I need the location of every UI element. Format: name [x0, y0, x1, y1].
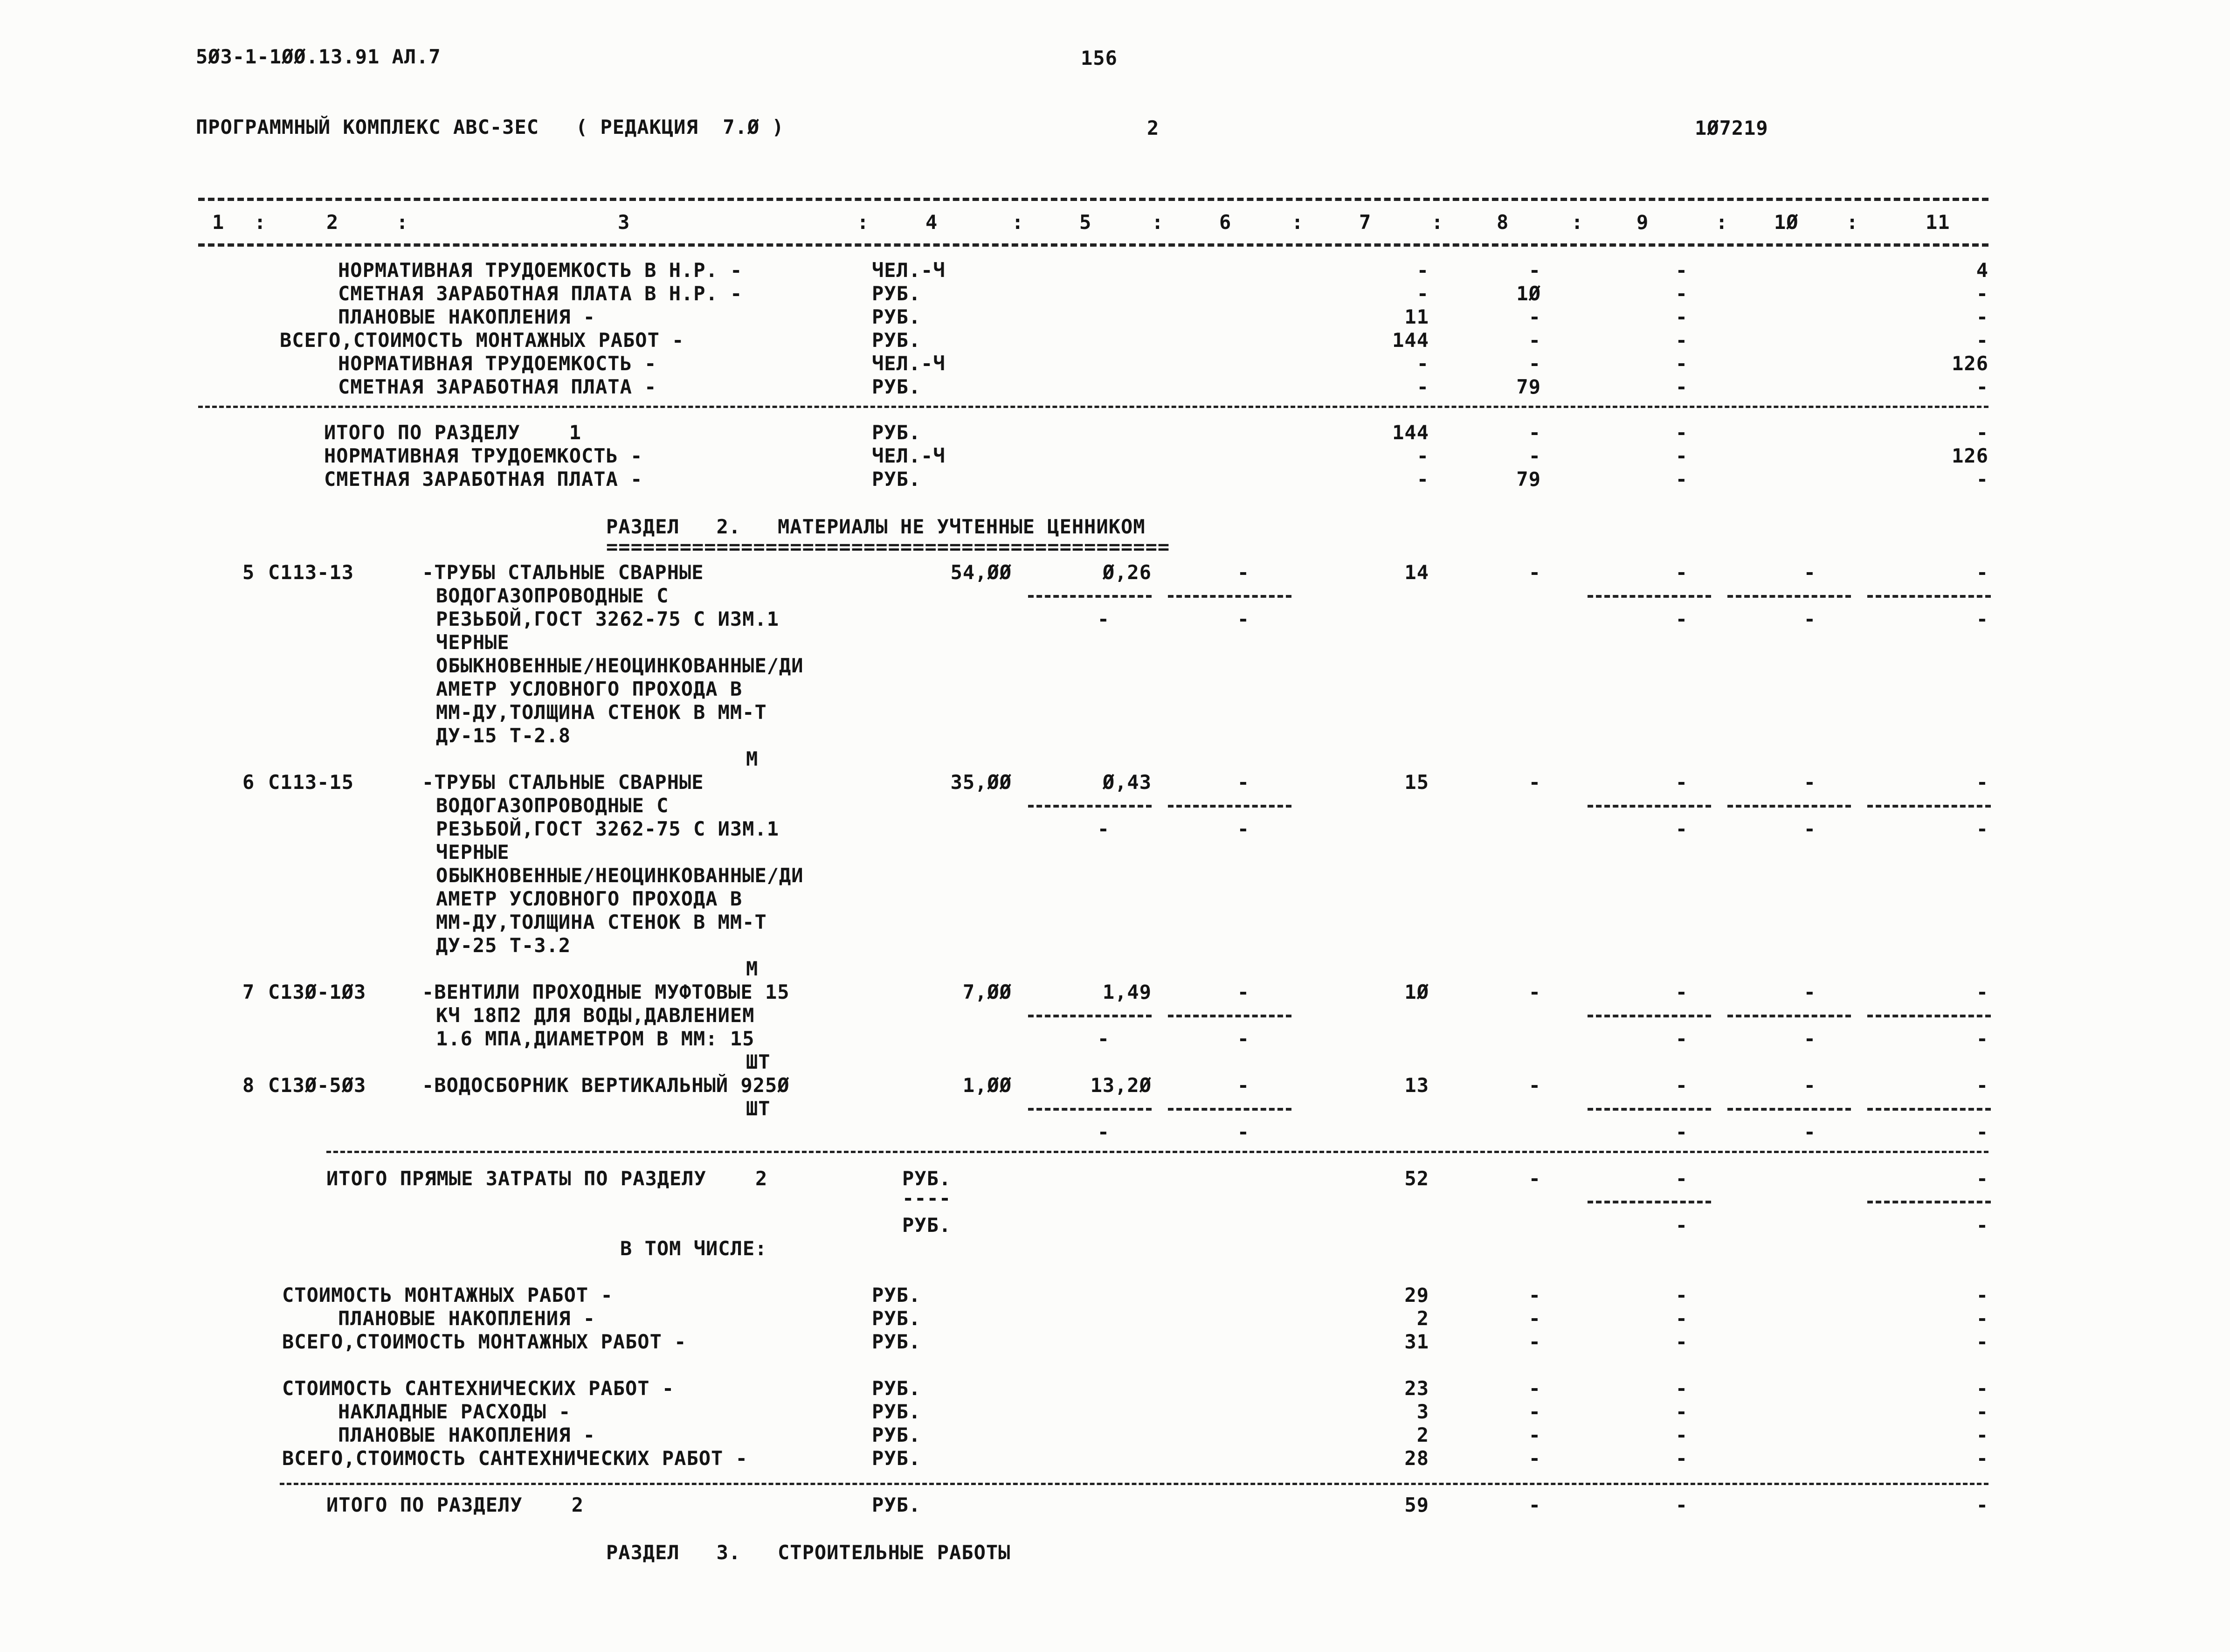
sub-value: - — [1976, 1120, 1988, 1143]
sub-value: - — [1803, 1027, 1816, 1050]
labor-value: - — [1976, 1377, 1988, 1400]
cell-underline — [1727, 805, 1851, 808]
price-code: С113-15 — [268, 771, 354, 794]
row-label: НОРМАТИВНАЯ ТРУДОЕМКОСТЬ - — [338, 352, 657, 375]
col6-value: - — [1237, 1074, 1250, 1097]
wage-value: - — [1528, 1400, 1541, 1423]
item-description-line: -ТРУБЫ СТАЛЬНЫЕ СВАРНЫЕ — [422, 771, 704, 794]
wage-value: - — [1528, 259, 1541, 282]
column-separator: : — [1152, 211, 1164, 234]
cost-total-value: 2 — [1416, 1307, 1429, 1330]
row-label: ВСЕГО,СТОИМОСТЬ МОНТАЖНЫХ РАБОТ - — [282, 1330, 687, 1353]
cell-underline — [1168, 805, 1291, 808]
item-unit-price: 13,2Ø — [1090, 1074, 1152, 1097]
sub-value: - — [1097, 817, 1110, 840]
cell-underline — [1867, 1108, 1991, 1111]
item-cost: 15 — [1404, 771, 1429, 794]
wage-value: - — [1528, 1167, 1541, 1190]
cell-underline — [1588, 1108, 1711, 1111]
wage-value: - — [1528, 1424, 1541, 1446]
unit-label: РУБ. — [872, 1400, 921, 1423]
col10-value: - — [1803, 561, 1816, 584]
sub-value: - — [1097, 1120, 1110, 1143]
cell-underline — [1028, 805, 1152, 808]
col9-value: - — [1675, 1424, 1688, 1446]
item-quantity: 7,ØØ — [962, 981, 1012, 1003]
column-number: 1 — [212, 211, 225, 234]
cost-total-value: - — [1416, 444, 1429, 467]
labor-value: - — [1976, 1330, 1988, 1353]
section-rule — [326, 1151, 1988, 1153]
section-title: РАЗДЕЛ 2. МАТЕРИАЛЫ НЕ УЧТЕННЫЕ ЦЕННИКОМ — [606, 515, 1146, 538]
col9-value: - — [1675, 1493, 1688, 1516]
column-separator: : — [254, 211, 267, 234]
unit-label: РУБ. — [902, 1167, 952, 1190]
labor-value: 126 — [1952, 352, 1988, 375]
cell-underline — [1867, 805, 1991, 808]
labor-value: 126 — [1952, 444, 1988, 467]
row-label: ИТОГО ПО РАЗДЕЛУ 1 — [324, 421, 582, 444]
sub-value: - — [1976, 817, 1988, 840]
item-quantity: 1,ØØ — [962, 1074, 1012, 1097]
cell-underline — [1727, 595, 1851, 598]
sub-value: - — [1675, 1214, 1688, 1237]
col8-value: - — [1528, 561, 1541, 584]
cost-total-value: 23 — [1404, 1377, 1429, 1400]
col8-value: - — [1528, 771, 1541, 794]
wage-value: - — [1528, 421, 1541, 444]
unit-label: ЧЕЛ.-Ч — [872, 352, 946, 375]
row-label: ИТОГО ПРЯМЫЕ ЗАТРАТЫ ПО РАЗДЕЛУ 2 — [326, 1167, 768, 1190]
unit-label: РУБ. — [872, 1377, 921, 1400]
cell-underline — [1588, 1201, 1711, 1203]
sub-value: - — [1237, 1120, 1250, 1143]
header-rule-top — [198, 198, 1988, 201]
col9-value: - — [1675, 1330, 1688, 1353]
col11-value: - — [1976, 771, 1988, 794]
price-code: С13Ø-1Ø3 — [268, 981, 366, 1003]
cell-underline — [1727, 1015, 1851, 1017]
column-separator: : — [396, 211, 409, 234]
row-label: СМЕТНАЯ ЗАРАБОТНАЯ ПЛАТА В Н.Р. - — [338, 282, 743, 305]
column-number: 8 — [1497, 211, 1509, 234]
col11-value: - — [1976, 1074, 1988, 1097]
item-description-line: -ВОДОСБОРНИК ВЕРТИКАЛЬНЫЙ 925Ø — [422, 1074, 790, 1097]
item-unit: М — [746, 957, 759, 980]
column-separator: : — [1716, 211, 1728, 234]
col9-value: - — [1675, 561, 1688, 584]
column-number: 4 — [925, 211, 938, 234]
column-separator: : — [1571, 211, 1584, 234]
item-description-line: ДУ-15 Т-2.8 — [436, 724, 571, 747]
section-underline: ============================================== — [606, 535, 1170, 558]
labor-value: - — [1976, 1400, 1988, 1423]
item-unit-price: Ø,43 — [1102, 771, 1152, 794]
column-number: 5 — [1079, 211, 1092, 234]
sub-value: - — [1675, 817, 1688, 840]
sub-value: - — [1803, 817, 1816, 840]
col9-value: - — [1675, 1284, 1688, 1306]
column-number: 11 — [1926, 211, 1950, 234]
col9-value: - — [1675, 468, 1688, 491]
cell-underline — [1168, 1108, 1291, 1111]
col11-value: - — [1976, 1167, 1988, 1190]
col10-value: - — [1803, 981, 1816, 1003]
cell-underline — [1168, 1015, 1291, 1017]
col9-value: - — [1675, 771, 1688, 794]
section-rule — [198, 406, 1988, 408]
col6-value: - — [1237, 981, 1250, 1003]
item-description-line: ОБЫКНОВЕННЫЕ/НЕОЦИНКОВАННЫЕ/ДИ — [436, 654, 804, 677]
col9-value: - — [1675, 282, 1688, 305]
cell-underline — [1727, 1108, 1851, 1111]
item-description-line: -ВЕНТИЛИ ПРОХОДНЫЕ МУФТОВЫЕ 15 — [422, 981, 790, 1003]
item-unit: М — [746, 747, 759, 770]
col9-value: - — [1675, 981, 1688, 1003]
col6-value: - — [1237, 561, 1250, 584]
item-cost: 14 — [1404, 561, 1429, 584]
column-number: 9 — [1636, 211, 1649, 234]
col9-value: - — [1675, 352, 1688, 375]
labor-value: - — [1976, 421, 1988, 444]
cost-total-value: - — [1416, 375, 1429, 398]
labor-value: - — [1976, 375, 1988, 398]
wage-value: - — [1528, 1330, 1541, 1353]
column-separator: : — [1431, 211, 1444, 234]
item-description-line: РЕЗЬБОЙ,ГОСТ 3262-75 С ИЗМ.1 — [436, 608, 780, 630]
cell-underline — [1168, 595, 1291, 598]
row-label: НОРМАТИВНАЯ ТРУДОЕМКОСТЬ В Н.Р. - — [338, 259, 743, 282]
col10-value: - — [1803, 1074, 1816, 1097]
page-number: 156 — [1081, 47, 1118, 69]
labor-value: - — [1976, 468, 1988, 491]
item-unit-price: 1,49 — [1102, 981, 1152, 1003]
row-label: ПЛАНОВЫЕ НАКОПЛЕНИЯ - — [338, 305, 596, 328]
labor-value: - — [1976, 282, 1988, 305]
sheet-number: 2 — [1147, 117, 1160, 139]
unit-label: ЧЕЛ.-Ч — [872, 259, 946, 282]
col9-value: - — [1675, 1074, 1688, 1097]
row-label: СТОИМОСТЬ МОНТАЖНЫХ РАБОТ - — [282, 1284, 613, 1306]
item-number: 8 — [242, 1074, 255, 1097]
cell-underline — [1588, 1015, 1711, 1017]
item-quantity: 35,ØØ — [950, 771, 1012, 794]
col6-value: - — [1237, 771, 1250, 794]
cost-total-value: 2 — [1416, 1424, 1429, 1446]
col9-value: - — [1675, 1377, 1688, 1400]
wage-value: - — [1528, 1493, 1541, 1516]
col11-value: - — [1976, 561, 1988, 584]
item-quantity: 54,ØØ — [950, 561, 1012, 584]
cost-total-value: - — [1416, 468, 1429, 491]
wage-value: 79 — [1516, 468, 1541, 491]
item-number: 5 — [242, 561, 255, 584]
labor-value: - — [1976, 1307, 1988, 1330]
wage-value: - — [1528, 1377, 1541, 1400]
row-label: ИТОГО ПО РАЗДЕЛУ 2 — [326, 1493, 584, 1516]
wage-value: - — [1528, 352, 1541, 375]
sub-value: - — [1675, 1027, 1688, 1050]
row-label: ПЛАНОВЫЕ НАКОПЛЕНИЯ - — [338, 1307, 596, 1330]
cell-underline — [1028, 1108, 1152, 1111]
wage-value: - — [1528, 329, 1541, 352]
col9-value: - — [1675, 421, 1688, 444]
cell-underline — [1867, 1015, 1991, 1017]
cost-total-value: 28 — [1404, 1447, 1429, 1470]
cost-total-value: 31 — [1404, 1330, 1429, 1353]
column-number: 3 — [618, 211, 630, 234]
row-label: НОРМАТИВНАЯ ТРУДОЕМКОСТЬ - — [324, 444, 643, 467]
item-description-line: -ТРУБЫ СТАЛЬНЫЕ СВАРНЫЕ — [422, 561, 704, 584]
unit-label: РУБ. — [872, 329, 921, 352]
item-description-line: 1.6 МПА,ДИАМЕТРОМ В ММ: 15 — [436, 1027, 755, 1050]
sub-value: - — [1976, 608, 1988, 630]
price-code: С13Ø-5Ø3 — [268, 1074, 366, 1097]
item-description-line: ЧЕРНЫЕ — [436, 631, 510, 654]
col9-value: - — [1675, 305, 1688, 328]
item-cost: 1Ø — [1404, 981, 1429, 1003]
unit-label: РУБ. — [872, 1307, 921, 1330]
sub-value: - — [1237, 608, 1250, 630]
labor-value: - — [1976, 1424, 1988, 1446]
unit-label: РУБ. — [872, 282, 921, 305]
cost-total-value: - — [1416, 282, 1429, 305]
row-label: СТОИМОСТЬ САНТЕХНИЧЕСКИХ РАБОТ - — [282, 1377, 675, 1400]
col9-value: - — [1675, 1400, 1688, 1423]
col10-value: - — [1803, 771, 1816, 794]
cost-total-value: 52 — [1404, 1167, 1429, 1190]
col9-value: - — [1675, 375, 1688, 398]
labor-value: - — [1976, 1447, 1988, 1470]
item-unit: ШТ — [746, 1051, 771, 1073]
sub-value: - — [1675, 1120, 1688, 1143]
col9-value: - — [1675, 259, 1688, 282]
sub-value: - — [1803, 1120, 1816, 1143]
row-label: СМЕТНАЯ ЗАРАБОТНАЯ ПЛАТА - — [324, 468, 643, 491]
col9-value: - — [1675, 329, 1688, 352]
item-description-line: ВОДОГАЗОПРОВОДНЫЕ С — [436, 794, 669, 817]
row-label: ПЛАНОВЫЕ НАКОПЛЕНИЯ - — [338, 1424, 596, 1446]
cost-total-value: - — [1416, 352, 1429, 375]
item-description-line: ММ-ДУ,ТОЛЩИНА СТЕНОК В ММ-Т — [436, 701, 767, 724]
sub-value: - — [1097, 1027, 1110, 1050]
column-number: 1Ø — [1774, 211, 1799, 234]
unit-label: РУБ. — [872, 375, 921, 398]
item-number: 6 — [242, 771, 255, 794]
program-title: ПРОГРАММНЫЙ КОМПЛЕКС АВС-3ЕС ( РЕДАКЦИЯ 7.Ø ) — [196, 116, 784, 138]
cell-underline — [1028, 595, 1152, 598]
cell-underline — [1588, 595, 1711, 598]
unit-label: РУБ. — [872, 1330, 921, 1353]
wage-value: - — [1528, 305, 1541, 328]
item-description-line: ММ-ДУ,ТОЛЩИНА СТЕНОК В ММ-Т — [436, 911, 767, 933]
row-label: НАКЛАДНЫЕ РАСХОДЫ - — [338, 1400, 571, 1423]
column-number: 7 — [1359, 211, 1372, 234]
cell-underline — [1867, 595, 1991, 598]
col9-value: - — [1675, 1307, 1688, 1330]
unit-label: РУБ. — [872, 1493, 921, 1516]
unit-label: РУБ. — [872, 421, 921, 444]
item-description-line: АМЕТР УСЛОВНОГО ПРОХОДА В — [436, 887, 743, 910]
cost-total-value: 29 — [1404, 1284, 1429, 1306]
item-unit-price: Ø,26 — [1102, 561, 1152, 584]
column-number: 2 — [326, 211, 339, 234]
cost-total-value: - — [1416, 259, 1429, 282]
item-description-line: ОБЫКНОВЕННЫЕ/НЕОЦИНКОВАННЫЕ/ДИ — [436, 864, 804, 887]
item-description-line: ВОДОГАЗОПРОВОДНЫЕ С — [436, 584, 669, 607]
column-separator: : — [857, 211, 870, 234]
unit-underline: ---- — [902, 1187, 952, 1210]
wage-value: - — [1528, 444, 1541, 467]
sub-value: - — [1237, 817, 1250, 840]
section-rule — [280, 1483, 1988, 1485]
sub-value: - — [1976, 1027, 1988, 1050]
doc-code: 5Ø3-1-1ØØ.13.91 АЛ.7 — [196, 45, 441, 68]
column-separator: : — [1012, 211, 1024, 234]
header-rule-bottom — [198, 243, 1988, 247]
labor-value: - — [1976, 1493, 1988, 1516]
cost-total-value: 144 — [1392, 421, 1429, 444]
row-label: СМЕТНАЯ ЗАРАБОТНАЯ ПЛАТА - — [338, 375, 657, 398]
sub-value: - — [1803, 608, 1816, 630]
cell-underline — [1028, 1015, 1152, 1017]
item-description-line: АМЕТР УСЛОВНОГО ПРОХОДА В — [436, 677, 743, 700]
sub-value: - — [1097, 608, 1110, 630]
cost-total-value: 144 — [1392, 329, 1429, 352]
unit-label: РУБ. — [872, 1284, 921, 1306]
cell-underline — [1588, 805, 1711, 808]
including-label: В ТОМ ЧИСЛЕ: — [620, 1237, 767, 1260]
item-number: 7 — [242, 981, 255, 1003]
row-label: ВСЕГО,СТОИМОСТЬ МОНТАЖНЫХ РАБОТ - — [280, 329, 684, 352]
column-separator: : — [1291, 211, 1304, 234]
document-code: 1Ø7219 — [1695, 117, 1768, 139]
column-number: 6 — [1219, 211, 1232, 234]
col8-value: - — [1528, 1074, 1541, 1097]
column-separator: : — [1846, 211, 1859, 234]
item-description-line: ДУ-25 Т-3.2 — [436, 934, 571, 957]
item-description-line: КЧ 18П2 ДЛЯ ВОДЫ,ДАВЛЕНИЕМ — [436, 1004, 755, 1027]
labor-value: 4 — [1976, 259, 1988, 282]
wage-value: - — [1528, 1307, 1541, 1330]
col9-value: - — [1675, 1167, 1688, 1190]
unit-label: РУБ. — [902, 1214, 952, 1237]
cost-total-value: 59 — [1404, 1493, 1429, 1516]
wage-value: - — [1528, 1447, 1541, 1470]
col9-value: - — [1675, 1447, 1688, 1470]
unit-label: РУБ. — [872, 1447, 921, 1470]
price-code: С113-13 — [268, 561, 354, 584]
unit-label: РУБ. — [872, 468, 921, 491]
unit-label: ЧЕЛ.-Ч — [872, 444, 946, 467]
sub-value: - — [1675, 608, 1688, 630]
wage-value: - — [1528, 1284, 1541, 1306]
cell-underline — [1867, 1201, 1991, 1203]
item-description-line: ЧЕРНЫЕ — [436, 841, 510, 864]
sub-value: - — [1237, 1027, 1250, 1050]
col9-value: - — [1675, 444, 1688, 467]
col8-value: - — [1528, 981, 1541, 1003]
item-description-line: РЕЗЬБОЙ,ГОСТ 3262-75 С ИЗМ.1 — [436, 817, 780, 840]
item-cost: 13 — [1404, 1074, 1429, 1097]
unit-label: РУБ. — [872, 1424, 921, 1446]
sub-value: - — [1976, 1214, 1988, 1237]
unit-label: РУБ. — [872, 305, 921, 328]
labor-value: - — [1976, 329, 1988, 352]
row-label: ВСЕГО,СТОИМОСТЬ САНТЕХНИЧЕСКИХ РАБОТ - — [282, 1447, 748, 1470]
labor-value: - — [1976, 1284, 1988, 1306]
labor-value: - — [1976, 305, 1988, 328]
item-unit: ШТ — [746, 1097, 771, 1120]
cost-total-value: 3 — [1416, 1400, 1429, 1423]
wage-value: 79 — [1516, 375, 1541, 398]
section-title: РАЗДЕЛ 3. СТРОИТЕЛЬНЫЕ РАБОТЫ — [606, 1541, 1011, 1564]
cost-total-value: 11 — [1404, 305, 1429, 328]
col11-value: - — [1976, 981, 1988, 1003]
wage-value: 1Ø — [1516, 282, 1541, 305]
